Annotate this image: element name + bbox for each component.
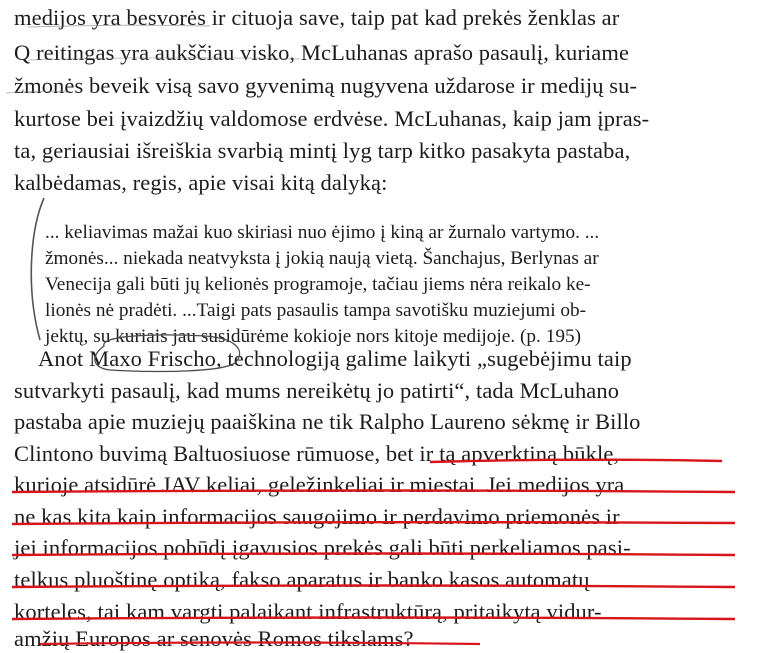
text-line: korteles, tai kam vargti palaikant infrastruktūrą, pritaikytą vidur- [14,599,602,624]
text-line: kurioje atsidūrė JAV keliai, geležinkeliai ir miestai. Jei medijos yra [14,472,625,497]
text-line: Clintono buvimą Baltuosiuose rūmuose, bet ir tą apverktiną būklę, [14,441,620,466]
text-line: Anot Maxo Frischo, technologiją galime laikyti „sugebėjimu taip [38,346,632,371]
quote-line: lionės nė pradėti. ...Taigi pats pasaulis tampa savotišku muziejumi ob- [45,300,587,321]
text-line: ne kas kita kaip informacijos saugojimo ir perdavimo priemonės ir [14,504,620,529]
text-line: sutvarkyti pasaulį, kad mums nereikėtų jo patirti“, tada McLuhano [14,378,620,403]
pencil-bracket [31,198,44,340]
quote-line: jektų, su kuriais jau susidūrėme kokioje nors kitoje medijoje. (p. 195) [45,326,582,347]
text-line: kurtose bei įvaizdžių valdomose erdvėse. McLuhanas, kaip jam įpras- [14,106,650,131]
text-line: Q reitingas yra aukščiau visko, McLuhanas aprašo pasaulį, kuriame [14,40,630,65]
text-line: telkus pluoštinę optiką, fakso aparatus ir banko kasos automatų [14,567,590,592]
text-line: pastaba apie muziejų paaiškina ne tik Ralpho Laureno sėkmę ir Billo [14,409,641,434]
text-line: medijos yra besvorės ir cituoja save, taip pat kad prekės ženklas ar [14,5,620,30]
text-line: ta, geriausiai išreiškia svarbią mintį lyg tarp kitko pasakyta pastaba, [14,138,631,163]
quote-line: ... keliavimas mažai kuo skiriasi nuo ėjimo į kiną ar žurnalo vartymo. ... [45,222,600,243]
text-line: amžių Europos ar senovės Romos tikslams? [14,626,414,651]
text-line: kalbėdamas, regis, apie visai kitą dalyką: [14,170,388,195]
quote-line: Venecija gali būti jų kelionės programoje, tačiau jiems nėra reikalo ke- [45,274,591,295]
text-line: žmonės beveik visą savo gyvenimą nugyvena uždarose ir medijų su- [14,73,638,98]
text-line: jei informacijos pobūdį įgavusios prekės gali būti perkeliamos pasi- [14,535,631,560]
quote-line: žmonės... niekada neatvyksta į jokią naują vietą. Šanchajus, Berlynas ar [45,248,599,269]
